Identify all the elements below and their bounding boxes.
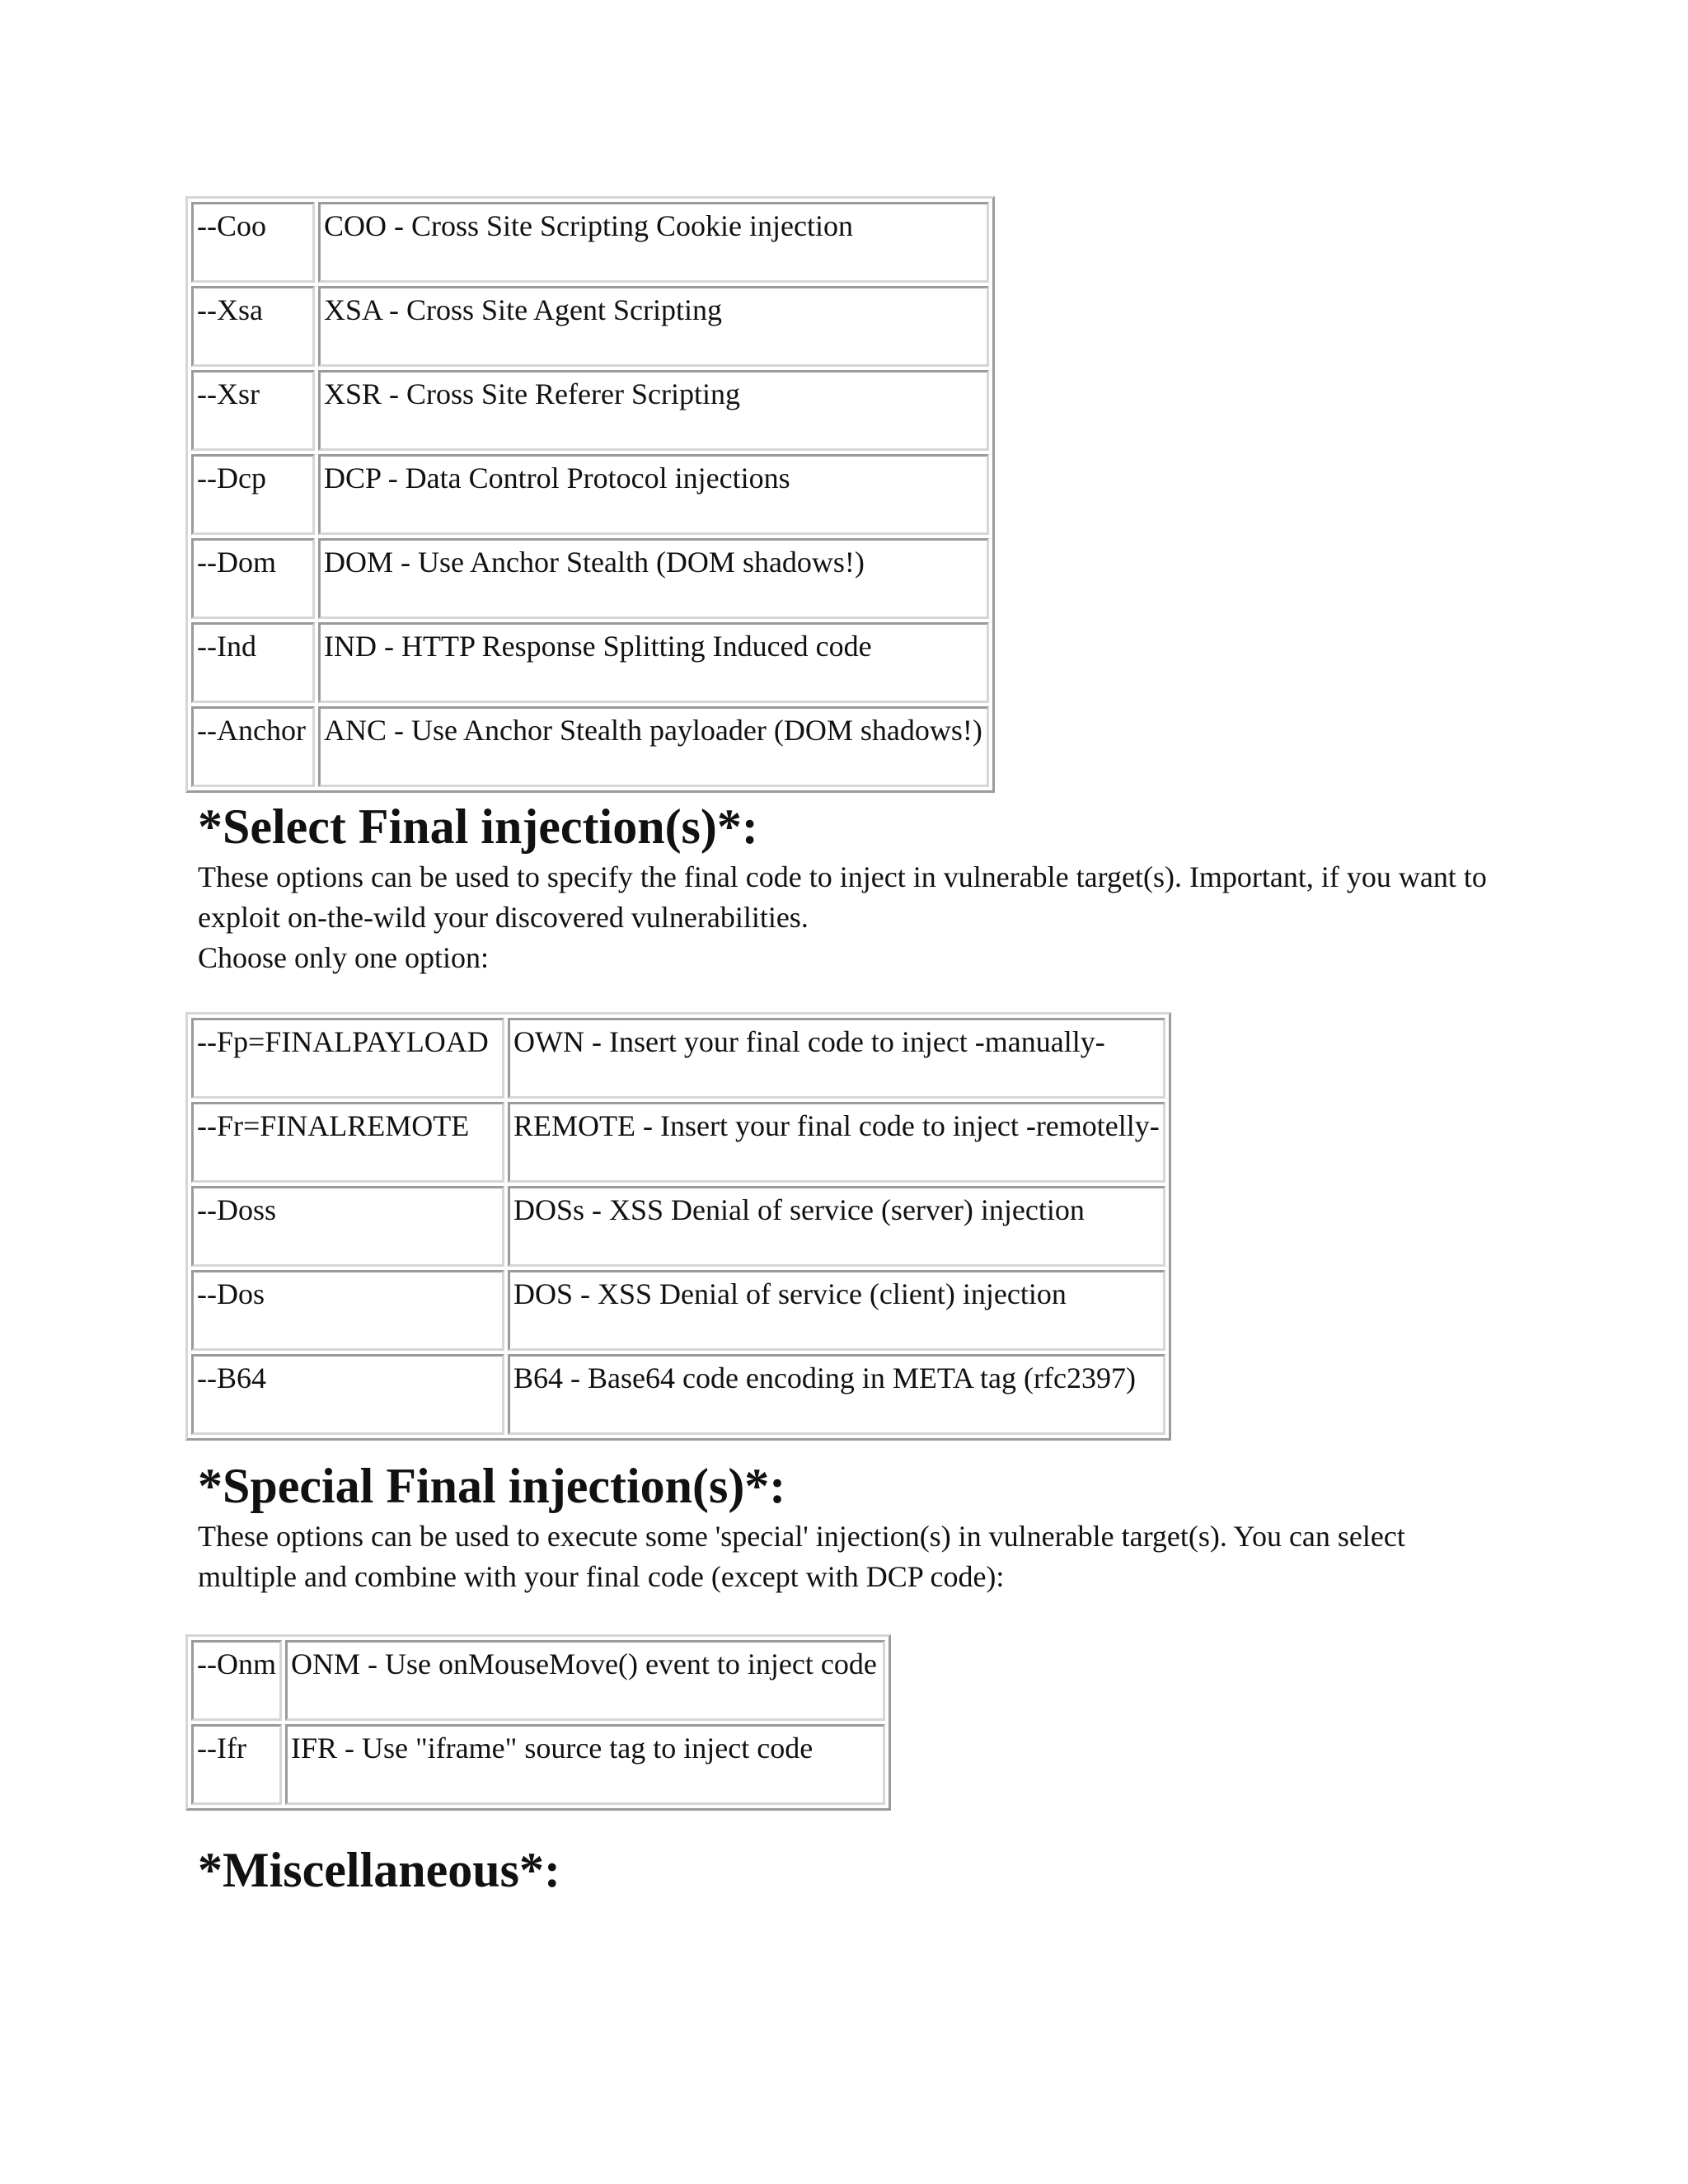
option-flag: --Anchor bbox=[191, 706, 315, 787]
table-row bbox=[191, 454, 989, 535]
option-description: OWN - Insert your final code to inject -manually- bbox=[508, 1018, 1165, 1099]
option-description: XSA - Cross Site Agent Scripting bbox=[318, 286, 989, 367]
table-row bbox=[191, 1018, 1165, 1099]
table-row bbox=[191, 202, 989, 283]
option-flag: --B64 bbox=[191, 1354, 504, 1435]
option-description: REMOTE - Insert your final code to inject -remotelly- bbox=[508, 1102, 1165, 1183]
option-description: DCP - Data Control Protocol injections bbox=[318, 454, 989, 535]
table-row bbox=[191, 1270, 1165, 1351]
table-row bbox=[191, 706, 989, 787]
table-row bbox=[191, 1186, 1165, 1267]
option-flag: --Fr=FINALREMOTE bbox=[191, 1102, 504, 1183]
option-description: IND - HTTP Response Splitting Induced code bbox=[318, 622, 989, 703]
option-flag: --Dom bbox=[191, 538, 315, 619]
section-heading-select-final: *Select Final injection(s)*: bbox=[198, 799, 758, 854]
option-flag: --Coo bbox=[191, 202, 315, 283]
option-description: DOSs - XSS Denial of service (server) injection bbox=[508, 1186, 1165, 1267]
table-row bbox=[191, 370, 989, 451]
section-description: These options can be used to specify the final code to inject in vulnerable target(s). Important, if you want to exploit on-the-wild your discovered vulnerabilities. bbox=[198, 860, 1487, 934]
table-row bbox=[191, 1102, 1165, 1183]
option-description: B64 - Base64 code encoding in META tag (rfc2397) bbox=[508, 1354, 1165, 1435]
option-flag: --Xsa bbox=[191, 286, 315, 367]
section-description: These options can be used to execute some 'special' injection(s) in vulnerable target(s). You can select multiple and combine with your final code (except with DCP code): bbox=[198, 1520, 1405, 1593]
section-heading-miscellaneous: *Miscellaneous*: bbox=[198, 1843, 560, 1897]
table-row bbox=[191, 538, 989, 619]
option-flag: --Doss bbox=[191, 1186, 504, 1267]
option-description: COO - Cross Site Scripting Cookie injection bbox=[318, 202, 989, 283]
option-flag: --Dcp bbox=[191, 454, 315, 535]
options-table-injections bbox=[185, 196, 995, 793]
option-flag: --Fp=FINALPAYLOAD bbox=[191, 1018, 504, 1099]
options-table-final-injections bbox=[185, 1012, 1171, 1441]
option-description: ANC - Use Anchor Stealth payloader (DOM shadows!) bbox=[318, 706, 989, 787]
table-row bbox=[191, 622, 989, 703]
table-row bbox=[191, 1354, 1165, 1435]
table-row bbox=[191, 286, 989, 367]
option-description: DOS - XSS Denial of service (client) injection bbox=[508, 1270, 1165, 1351]
option-description: IFR - Use "iframe" source tag to inject code bbox=[285, 1724, 885, 1805]
option-description: ONM - Use onMouseMove() event to inject code bbox=[285, 1640, 885, 1721]
option-description: XSR - Cross Site Referer Scripting bbox=[318, 370, 989, 451]
table-row bbox=[191, 1640, 885, 1721]
option-flag: --Ifr bbox=[191, 1724, 282, 1805]
section-heading-special-final: *Special Final injection(s)*: bbox=[198, 1459, 786, 1513]
option-flag: --Xsr bbox=[191, 370, 315, 451]
table-row bbox=[191, 1724, 885, 1805]
options-table-special-injections bbox=[185, 1634, 891, 1811]
option-flag: --Dos bbox=[191, 1270, 504, 1351]
section-instruction: Choose only one option: bbox=[198, 941, 489, 974]
option-flag: --Ind bbox=[191, 622, 315, 703]
option-flag: --Onm bbox=[191, 1640, 282, 1721]
option-description: DOM - Use Anchor Stealth (DOM shadows!) bbox=[318, 538, 989, 619]
